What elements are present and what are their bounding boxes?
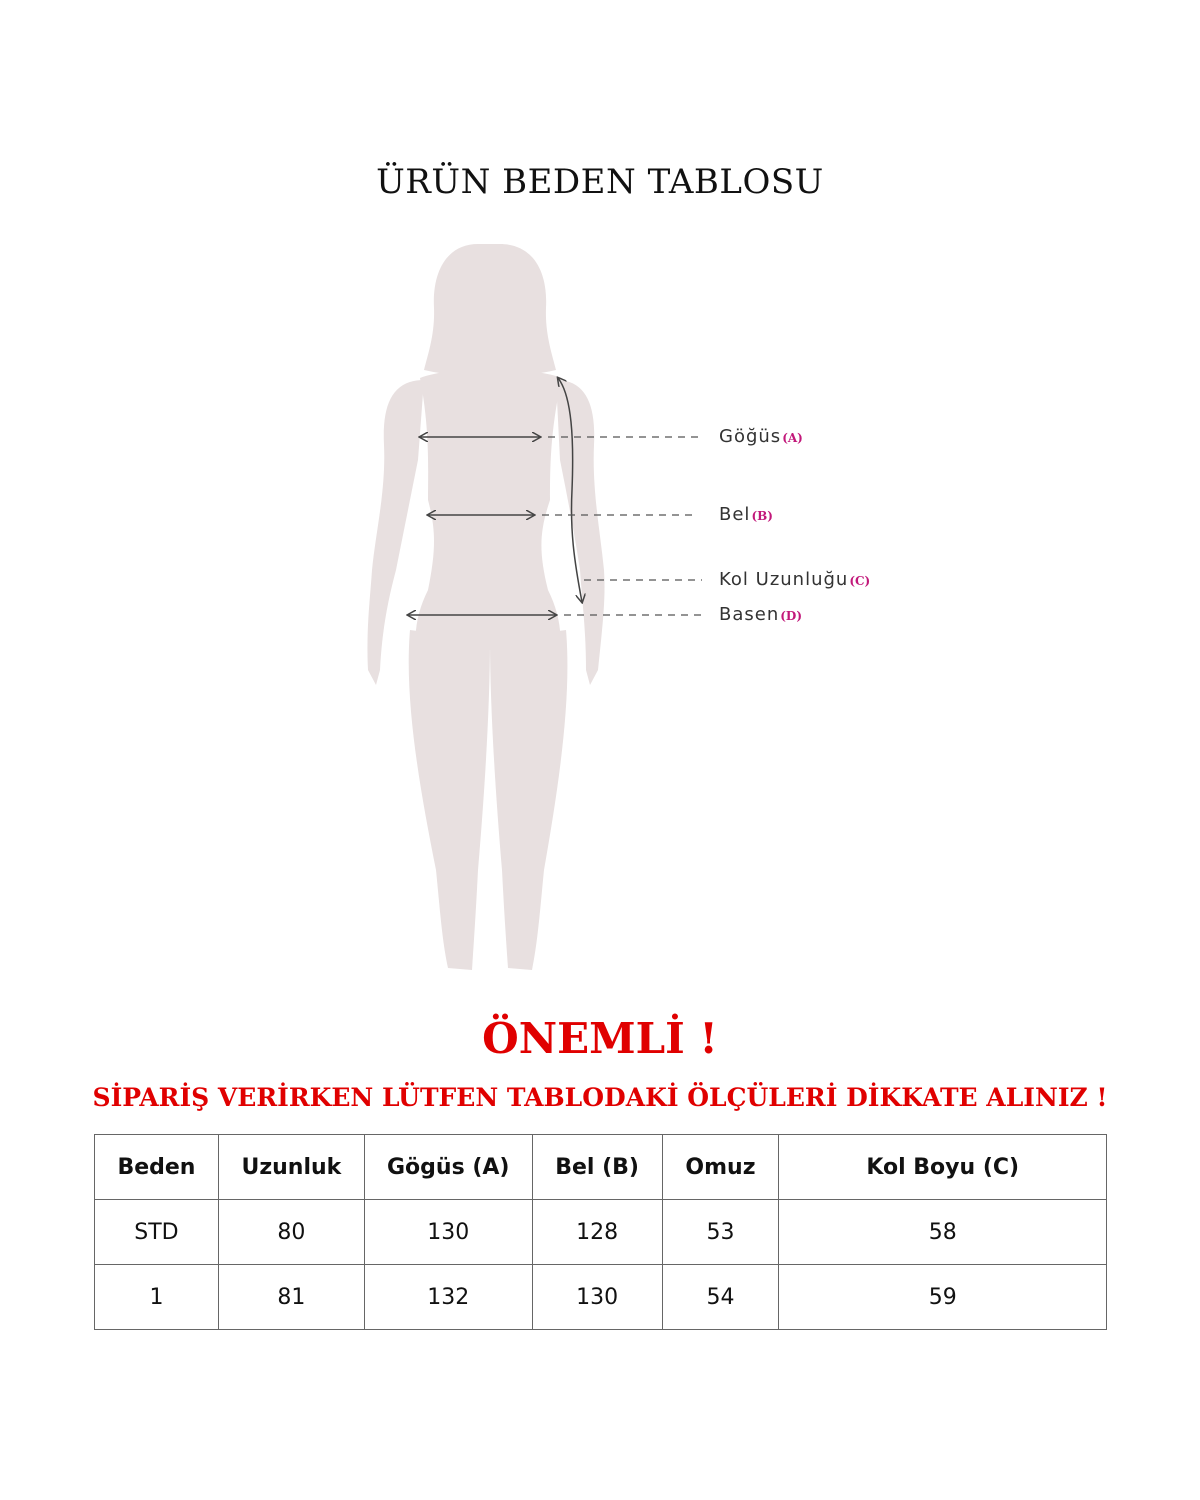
cell-length: 81 (218, 1265, 364, 1330)
important-notice-text: SİPARİŞ VERİRKEN LÜTFEN TABLODAKİ ÖLÇÜLERİ DİKKATE ALINIZ ! (92, 1083, 1108, 1112)
cell-shoulder: 53 (662, 1200, 779, 1265)
cell-sleeve-length: 58 (779, 1200, 1107, 1265)
cell-chest: 132 (364, 1265, 532, 1330)
page-title: ÜRÜN BEDEN TABLOSU (376, 162, 824, 202)
header-chest: Gögüs (A) (364, 1135, 532, 1200)
header-size: Beden (95, 1135, 219, 1200)
cell-chest: 130 (364, 1200, 532, 1265)
important-notice-title: ÖNEMLİ ! (482, 1014, 718, 1063)
table-row (95, 1265, 1107, 1330)
cell-length: 80 (218, 1200, 364, 1265)
chest-label (719, 426, 803, 447)
waist-label (719, 504, 773, 525)
chest-label-text: Göğüs (719, 426, 782, 447)
chest-label-code: (A) (782, 431, 803, 445)
woman-silhouette (367, 244, 604, 970)
hip-label-code: (D) (780, 609, 803, 623)
waist-label-code: (B) (751, 509, 773, 523)
cell-sleeve-length: 59 (779, 1265, 1107, 1330)
cell-waist: 130 (532, 1265, 662, 1330)
sleeve-length-label (719, 569, 870, 590)
sleeve-length-label-text: Kol Uzunluğu (719, 569, 849, 590)
header-shoulder: Omuz (662, 1135, 779, 1200)
body-measurement-figure (300, 230, 871, 990)
header-sleeve-length: Kol Boyu (C) (779, 1135, 1107, 1200)
size-table (94, 1134, 1107, 1330)
cell-shoulder: 54 (662, 1265, 779, 1330)
header-waist: Bel (B) (532, 1135, 662, 1200)
cell-waist: 128 (532, 1200, 662, 1265)
cell-size: STD (95, 1200, 219, 1265)
hip-label (719, 604, 802, 625)
sleeve-length-label-code: (C) (849, 574, 871, 588)
table-row (95, 1200, 1107, 1265)
table-header-row (95, 1135, 1107, 1200)
waist-label-text: Bel (719, 504, 751, 525)
cell-size: 1 (95, 1265, 219, 1330)
header-length: Uzunluk (218, 1135, 364, 1200)
hip-label-text: Basen (719, 604, 780, 625)
